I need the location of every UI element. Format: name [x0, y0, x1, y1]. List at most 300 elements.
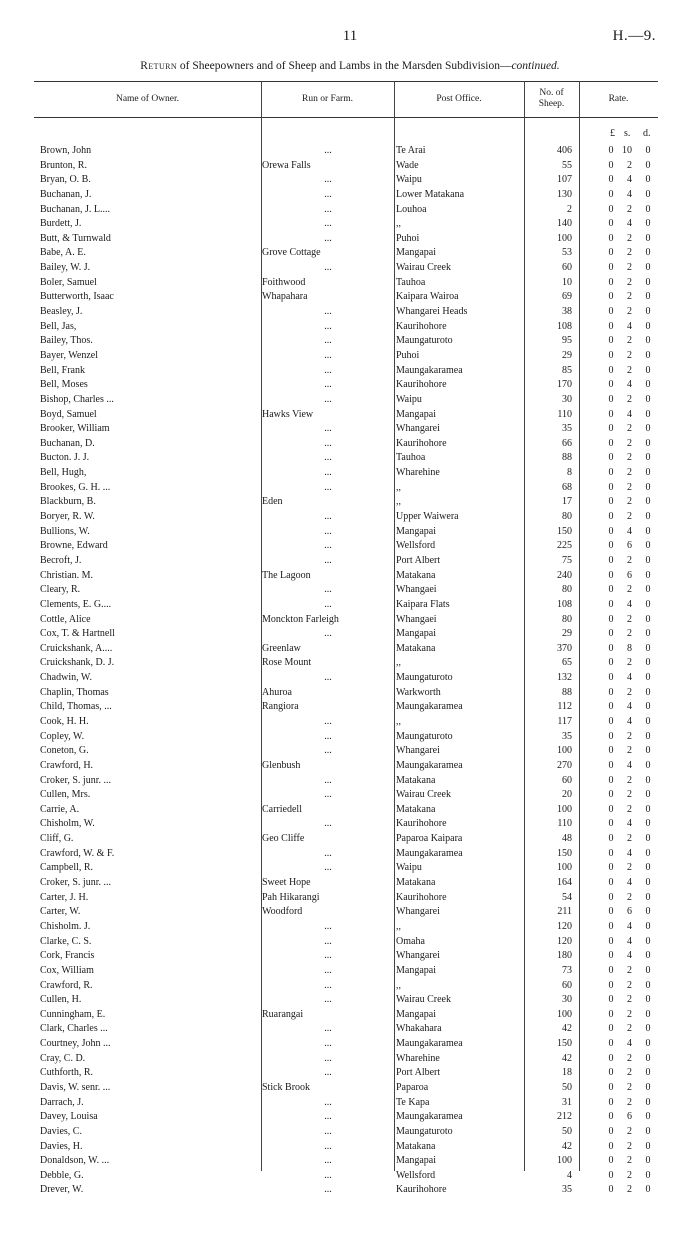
rate-shillings: 4	[627, 218, 632, 230]
rate-pounds: 0	[608, 320, 614, 332]
sheep-count: 406	[557, 145, 572, 156]
shillings-unit: s.	[624, 128, 631, 139]
owner-name: Carter, W.	[40, 906, 81, 918]
run-or-farm: Glenbush	[262, 759, 301, 771]
sheep-count: 100	[557, 745, 572, 757]
owner-name: Chaplin, Thomas	[40, 686, 109, 698]
rate-pence: 0	[645, 730, 651, 742]
rate-pence: 0	[645, 1038, 651, 1050]
run-or-farm: Sweet Hope	[262, 877, 311, 889]
rate-shillings: 2	[627, 789, 632, 801]
rate-pence: 0	[645, 789, 651, 801]
rate-shillings: 2	[627, 833, 632, 845]
owner-name: Cook, H. H.	[40, 715, 89, 727]
run-or-farm: Woodford	[262, 906, 303, 918]
rate-pence: 0	[645, 159, 651, 171]
rate-shillings: 2	[627, 159, 632, 171]
post-office: Omaha	[396, 935, 425, 947]
sheep-count: 100	[557, 1155, 572, 1167]
rate-shillings: 2	[627, 584, 632, 596]
rate-pounds: 0	[608, 935, 614, 947]
owner-name: Brooker, William	[40, 423, 110, 435]
table-row	[0, 276, 700, 291]
rate-pence: 0	[645, 452, 651, 464]
rate-shillings: 4	[627, 759, 632, 771]
rate-pounds: 0	[608, 994, 614, 1006]
rate-pounds: 0	[608, 1125, 614, 1137]
run-or-farm: Grove Cottage	[262, 247, 321, 259]
rate-pounds: 0	[608, 496, 614, 508]
owner-name: Bishop, Charles ...	[40, 393, 114, 405]
post-office: ,,	[396, 657, 401, 669]
rate-shillings: 2	[627, 232, 632, 244]
table-row	[0, 349, 700, 364]
rate-pence: 0	[645, 276, 651, 288]
post-office: Whangaei	[396, 613, 437, 625]
table-row	[0, 393, 700, 408]
table-row	[0, 1125, 700, 1140]
rate-pounds: 0	[608, 481, 614, 493]
rate-shillings: 2	[627, 423, 632, 435]
sheep-count: 132	[557, 672, 572, 684]
rate-pounds: 0	[608, 730, 614, 742]
sheep-count: 180	[557, 950, 572, 962]
owner-name: Copley, W.	[40, 730, 85, 742]
rate-shillings: 2	[627, 657, 632, 669]
run-or-farm: ...	[324, 364, 332, 376]
owner-name: Campbell, R.	[40, 862, 94, 874]
run-or-farm: Greenlaw	[262, 642, 301, 654]
rate-pence: 0	[645, 174, 651, 186]
rate-pence: 0	[645, 262, 651, 274]
rate-shillings: 2	[627, 745, 632, 757]
sheep-count: 69	[562, 291, 572, 303]
sheep-count: 53	[562, 247, 572, 259]
table-row	[0, 583, 700, 598]
rate-shillings: 2	[627, 262, 632, 274]
run-or-farm: ...	[324, 511, 332, 523]
rate-pence: 0	[645, 950, 651, 962]
rate-shillings: 4	[627, 672, 632, 684]
owner-name: Clarke, C. S.	[40, 935, 92, 947]
rate-shillings: 2	[627, 481, 632, 493]
table-row	[0, 554, 700, 569]
table-row	[0, 261, 700, 276]
rate-pounds: 0	[608, 979, 614, 991]
rate-shillings: 8	[627, 642, 632, 654]
owner-name: Cox, William	[40, 964, 94, 976]
rate-shillings: 4	[627, 188, 632, 200]
run-or-farm: ...	[324, 262, 332, 274]
table-row	[0, 774, 700, 789]
table-row	[0, 217, 700, 232]
table-row	[0, 232, 700, 247]
rate-pence: 0	[645, 569, 651, 581]
rate-shillings: 2	[627, 613, 632, 625]
run-or-farm: Rose Mount	[262, 657, 312, 669]
rate-pounds: 0	[608, 1067, 614, 1079]
owner-name: Buchanan, J.	[40, 188, 92, 200]
rate-pounds: 0	[608, 1082, 614, 1093]
sheep-count: 18	[562, 1067, 572, 1079]
rate-shillings: 4	[627, 408, 632, 420]
post-office: Wairau Creek	[396, 789, 451, 801]
header-run-or-farm: Run or Farm.	[302, 93, 353, 104]
sheep-count: 60	[562, 774, 572, 786]
table-row	[0, 656, 700, 671]
rate-pounds: 0	[608, 1184, 614, 1196]
rate-pence: 0	[645, 701, 651, 713]
run-or-farm: ...	[324, 554, 332, 566]
table-row	[0, 159, 700, 174]
run-or-farm: The Lagoon	[262, 569, 311, 581]
sheep-count: 80	[562, 613, 572, 625]
sheep-count: 42	[562, 1052, 572, 1064]
sheep-count: 225	[557, 540, 572, 552]
post-office: Maungakaramea	[396, 1111, 463, 1123]
owner-name: Croker, S. junr. ...	[40, 877, 111, 889]
rate-pounds: 0	[608, 920, 614, 932]
run-or-farm: ...	[324, 203, 332, 215]
rate-shillings: 2	[627, 774, 632, 786]
table-row	[0, 188, 700, 203]
rate-pounds: 0	[608, 847, 614, 859]
post-office: Whangarei	[396, 906, 440, 918]
table-row	[0, 320, 700, 335]
run-or-farm: ...	[324, 964, 332, 976]
owner-name: Bell, Jas,	[40, 320, 77, 332]
rate-pounds: 0	[608, 1155, 614, 1167]
header-no-of-sheep	[524, 81, 579, 117]
post-office: Te Arai	[396, 145, 426, 156]
sheep-count: 29	[562, 628, 572, 640]
sheep-count: 110	[557, 818, 572, 830]
run-or-farm: ...	[324, 1052, 332, 1064]
rate-pence: 0	[645, 408, 651, 420]
owner-name: Bailey, Thos.	[40, 335, 93, 347]
sheep-count: 35	[562, 423, 572, 435]
rate-shillings: 2	[627, 1052, 632, 1064]
run-or-farm: ...	[324, 174, 332, 186]
rate-pence: 0	[645, 291, 651, 303]
run-or-farm: ...	[324, 979, 332, 991]
post-office: Wharehine	[396, 1052, 440, 1064]
run-or-farm: Monckton Farleigh	[262, 613, 339, 625]
post-office: Matakana	[396, 774, 436, 786]
rate-pence: 0	[645, 745, 651, 757]
sheep-count: 60	[562, 262, 572, 274]
owner-name: Darrach, J.	[40, 1096, 84, 1108]
post-office: Waipu	[396, 862, 422, 874]
table-body	[0, 144, 700, 1198]
owner-name: Babe, A. E.	[40, 247, 86, 259]
rate-pence: 0	[645, 1140, 651, 1152]
table-row	[0, 979, 700, 994]
run-or-farm: ...	[324, 598, 332, 610]
table-row	[0, 437, 700, 452]
rate-pence: 0	[645, 364, 651, 376]
run-or-farm: ...	[324, 1140, 332, 1152]
post-office: Mangapai	[396, 247, 436, 259]
sheep-count: 117	[557, 715, 572, 727]
rate-pounds: 0	[608, 159, 614, 171]
rate-pounds: 0	[608, 349, 614, 361]
table-row	[0, 715, 700, 730]
owner-name: Buchanan, J. L....	[40, 203, 110, 215]
rate-shillings: 4	[627, 1038, 632, 1050]
run-or-farm: Foithwood	[262, 276, 306, 288]
post-office: Wellsford	[396, 1169, 436, 1181]
run-or-farm: ...	[324, 467, 332, 479]
rate-pounds: 0	[608, 672, 614, 684]
rate-pounds: 0	[608, 964, 614, 976]
document-reference: H.—9.	[612, 28, 656, 44]
rate-pounds: 0	[608, 393, 614, 405]
rate-pounds: 0	[608, 877, 614, 889]
owner-name: Bucton. J. J.	[40, 452, 90, 464]
table-row	[0, 1052, 700, 1067]
rate-shillings: 2	[627, 247, 632, 259]
post-office: Paparoa	[396, 1082, 429, 1093]
caption-continued: continued.	[511, 60, 560, 72]
owner-name: Butt, & Turnwald	[40, 232, 111, 244]
table-row	[0, 569, 700, 584]
post-office: Maungaturoto	[396, 335, 453, 347]
table-row	[0, 642, 700, 657]
post-office: Whangarei Heads	[396, 306, 468, 318]
owner-name: Davies, C.	[40, 1125, 82, 1137]
post-office: Maungaturoto	[396, 672, 453, 684]
sheep-count: 50	[562, 1125, 572, 1137]
sheep-count: 85	[562, 364, 572, 376]
header-bottom-rule	[34, 117, 658, 118]
table-row	[0, 817, 700, 832]
post-office: Wade	[396, 159, 419, 171]
rate-pence: 0	[645, 686, 651, 698]
post-office: Wharehine	[396, 467, 440, 479]
rate-pence: 0	[645, 525, 651, 537]
rate-shillings: 2	[627, 291, 632, 303]
run-or-farm: ...	[324, 935, 332, 947]
run-or-farm: ...	[324, 393, 332, 405]
post-office: Whangaei	[396, 584, 437, 596]
rate-pounds: 0	[608, 276, 614, 288]
post-office: Tauhoa	[396, 452, 426, 464]
owner-name: Bryan, O. B.	[40, 174, 91, 186]
owner-name: Cox, T. & Hartnell	[40, 628, 115, 640]
rate-pounds: 0	[608, 291, 614, 303]
sheep-count: 140	[557, 218, 572, 230]
table-row	[0, 1022, 700, 1037]
table-row	[0, 173, 700, 188]
run-or-farm: ...	[324, 379, 332, 391]
rate-shillings: 2	[627, 891, 632, 903]
post-office: Mangapai	[396, 525, 436, 537]
rate-pence: 0	[645, 496, 651, 508]
sheep-count: 370	[557, 642, 572, 654]
run-or-farm: ...	[324, 847, 332, 859]
rate-pence: 0	[645, 1125, 651, 1137]
run-or-farm: ...	[324, 672, 332, 684]
rate-pounds: 0	[608, 906, 614, 918]
owner-name: Crawford, H.	[40, 759, 94, 771]
rate-pounds: 0	[608, 174, 614, 186]
sheep-count: 120	[557, 920, 572, 932]
post-office: Mangapai	[396, 628, 436, 640]
pence-unit: d.	[643, 128, 651, 139]
table-row	[0, 481, 700, 496]
rate-pence: 0	[645, 379, 651, 391]
table-row	[0, 613, 700, 628]
table-row	[0, 408, 700, 423]
owner-name: Butterworth, Isaac	[40, 291, 114, 303]
page-number: 11	[342, 28, 358, 44]
sheep-count: 80	[562, 511, 572, 523]
rate-pounds: 0	[608, 803, 614, 815]
rate-pence: 0	[645, 306, 651, 318]
sheep-count: 130	[557, 188, 572, 200]
table-row	[0, 803, 700, 818]
rate-pence: 0	[645, 891, 651, 903]
rate-pence: 0	[645, 1096, 651, 1108]
rate-pence: 0	[645, 833, 651, 845]
header-rate: Rate.	[608, 93, 629, 104]
rate-pounds: 0	[608, 188, 614, 200]
owner-name: Carrie, A.	[40, 803, 80, 815]
owner-name: Cray, C. D.	[40, 1052, 86, 1064]
sheep-count: 95	[562, 335, 572, 347]
owner-name: Chisholm. J.	[40, 920, 91, 932]
run-or-farm: ...	[324, 232, 332, 244]
run-or-farm: Carriedell	[262, 803, 302, 815]
post-office: Maungakaramea	[396, 1038, 463, 1050]
header-name-of-owner: Name of Owner.	[115, 93, 180, 104]
owner-name: Bailey, W. J.	[40, 262, 91, 274]
rate-shillings: 2	[627, 964, 632, 976]
table-row	[0, 1154, 700, 1169]
table-row	[0, 144, 700, 159]
table-row	[0, 1140, 700, 1155]
rate-shillings: 2	[627, 511, 632, 523]
owner-name: Burdett, J.	[40, 218, 82, 230]
sheep-count: 150	[557, 1038, 572, 1050]
table-row	[0, 861, 700, 876]
rate-shillings: 2	[627, 1140, 632, 1152]
sheep-count: 211	[557, 906, 572, 918]
post-office: Mangapai	[396, 1008, 436, 1020]
table-row	[0, 598, 700, 613]
sheep-count: 100	[557, 232, 572, 244]
rate-pounds: 0	[608, 715, 614, 727]
rate-pence: 0	[645, 1111, 651, 1123]
run-or-farm: Pah Hikarangi	[262, 891, 320, 903]
sheep-count: 270	[557, 759, 572, 771]
rate-pence: 0	[645, 540, 651, 552]
table-row	[0, 949, 700, 964]
rate-shillings: 10	[622, 145, 632, 156]
owner-name: Croker, S. junr. ...	[40, 774, 111, 786]
post-office: Mangapai	[396, 964, 436, 976]
run-or-farm: Ruarangai	[262, 1008, 304, 1020]
post-office: Wairau Creek	[396, 994, 451, 1006]
table-row	[0, 422, 700, 437]
run-or-farm: ...	[324, 423, 332, 435]
rate-pence: 0	[645, 1082, 651, 1093]
rate-pence: 0	[645, 1008, 651, 1020]
rate-pence: 0	[645, 642, 651, 654]
sheep-count: 65	[562, 657, 572, 669]
run-or-farm: ...	[324, 306, 332, 318]
post-office: Waipu	[396, 174, 422, 186]
rate-pounds: 0	[608, 1140, 614, 1152]
owner-name: Carter, J. H.	[40, 891, 89, 903]
owner-name: Coneton, G.	[40, 745, 89, 757]
run-or-farm: ...	[324, 730, 332, 742]
rate-pence: 0	[645, 598, 651, 610]
owner-name: Cullen, H.	[40, 994, 82, 1006]
rate-pence: 0	[645, 964, 651, 976]
table-row	[0, 1110, 700, 1125]
rate-shillings: 4	[627, 525, 632, 537]
run-or-farm: ...	[324, 818, 332, 830]
rate-shillings: 4	[627, 935, 632, 947]
rate-shillings: 6	[627, 906, 632, 918]
table-row	[0, 964, 700, 979]
sheep-count: 35	[562, 1184, 572, 1196]
rate-pence: 0	[645, 803, 651, 815]
rate-pounds: 0	[608, 247, 614, 259]
run-or-farm: ...	[324, 994, 332, 1006]
run-or-farm: ...	[324, 320, 332, 332]
owner-name: Brunton, R.	[40, 159, 87, 171]
sheep-count: 100	[557, 862, 572, 874]
rate-shillings: 2	[627, 686, 632, 698]
rate-pounds: 0	[608, 1096, 614, 1108]
rate-pounds: 0	[608, 335, 614, 347]
rate-pounds: 0	[608, 554, 614, 566]
rate-pounds: 0	[608, 379, 614, 391]
owner-name: Cottle, Alice	[40, 613, 91, 625]
table-row	[0, 378, 700, 393]
run-or-farm: ...	[324, 452, 332, 464]
post-office: Port Albert	[396, 554, 441, 566]
owner-name: Clements, E. G....	[40, 598, 112, 610]
rate-shillings: 2	[627, 1023, 632, 1035]
run-or-farm: ...	[324, 920, 332, 932]
rate-pence: 0	[645, 511, 651, 523]
rate-shillings: 4	[627, 920, 632, 932]
owner-name: Cliff, G.	[40, 833, 74, 845]
rate-pence: 0	[645, 862, 651, 874]
table-row	[0, 1081, 700, 1096]
run-or-farm: ...	[324, 1096, 332, 1108]
table-row	[0, 905, 700, 920]
sheep-count: 4	[567, 1169, 572, 1181]
rate-shillings: 2	[627, 306, 632, 318]
table-row	[0, 466, 700, 481]
owner-name: Debble, G.	[40, 1169, 84, 1181]
rate-shillings: 2	[627, 1067, 632, 1079]
rate-pounds: 0	[608, 408, 614, 420]
sheep-count: 170	[557, 379, 572, 391]
rate-pence: 0	[645, 247, 651, 259]
owner-name: Bullions, W.	[40, 525, 90, 537]
table-row	[0, 744, 700, 759]
table-row	[0, 364, 700, 379]
post-office: Kaurihohore	[396, 379, 447, 391]
sheep-count: 50	[562, 1082, 572, 1093]
rate-pounds: 0	[608, 1111, 614, 1123]
